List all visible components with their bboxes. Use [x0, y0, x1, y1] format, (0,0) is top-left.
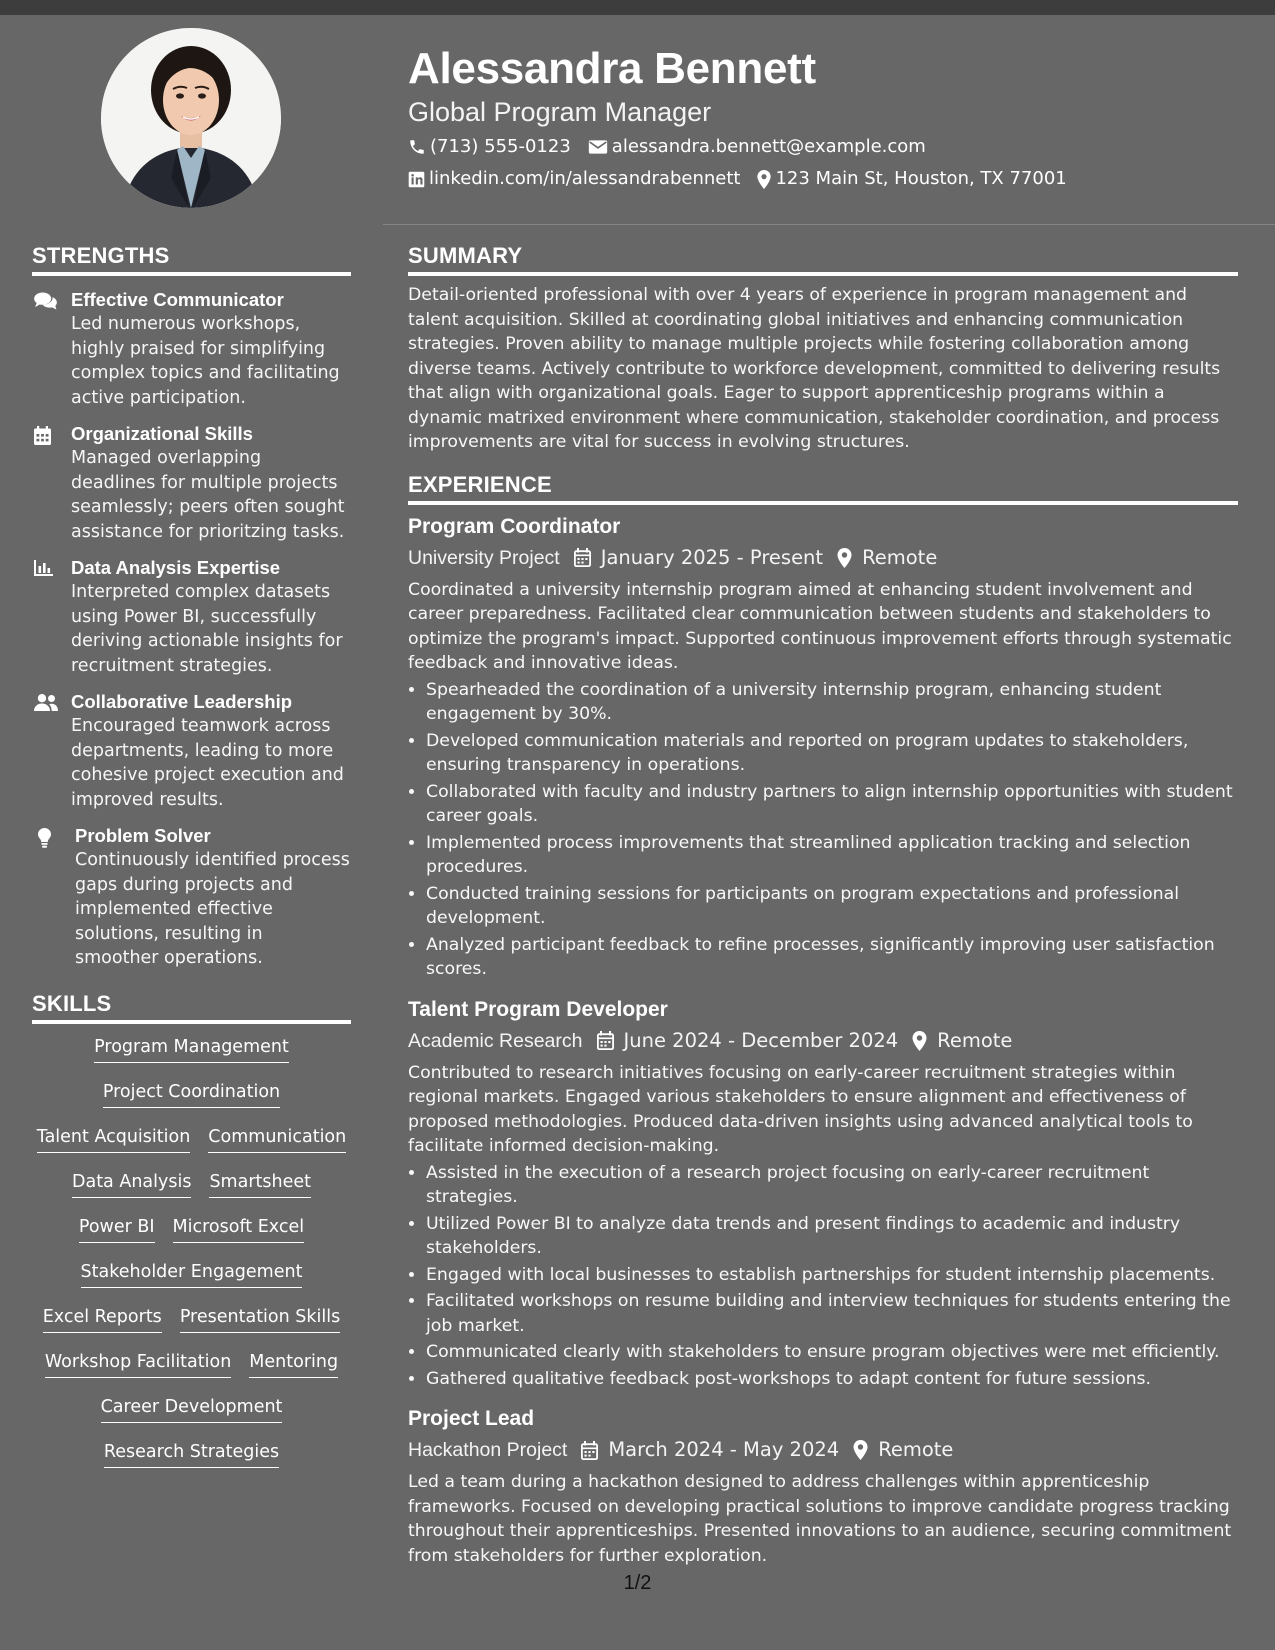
skill-tag: Power BI — [79, 1216, 155, 1243]
top-bar — [0, 0, 1275, 15]
contact-row-1 — [408, 136, 1248, 158]
job-org: Academic Research — [408, 1029, 583, 1052]
job-meta — [408, 1436, 1238, 1464]
skill-tag: Excel Reports — [43, 1306, 162, 1333]
job-entry-title: Program Coordinator — [408, 514, 621, 538]
strength-desc: Continuously identified process gaps during projects and implemented effective solutions, resulting in smoother operations. — [75, 850, 350, 968]
strength-title: Collaborative Leadership — [71, 691, 293, 712]
summary-heading: SUMMARY — [408, 243, 1238, 276]
job-entry — [408, 996, 1238, 1392]
phone-text: (713) 555-0123 — [430, 136, 571, 157]
comments-icon — [34, 292, 57, 310]
skills-heading: SKILLS — [32, 991, 351, 1024]
summary-text: Detail-oriented professional with over 4 years of experience in program management and talent acquisition. Skilled at coordinating global initiatives and enhancing communication strategies. Proven ability to manage multiple projects while fostering collaboration among diverse teams. Actively contribute to workforce development, committed to delivering results that align with organizational goals. Eager to support apprenticeship programs within a dynamic matrixed environment where communication, stakeholder coordination, and process improvements are vital for success in evolving structures. — [408, 285, 1221, 452]
skill-tag: Communication — [208, 1126, 346, 1153]
skill-tag: Presentation Skills — [180, 1306, 340, 1333]
skill-tag: Talent Acquisition — [37, 1126, 191, 1153]
map-marker-icon — [853, 1440, 868, 1460]
job-meta — [408, 544, 1238, 572]
skill-tag: Mentoring — [249, 1351, 338, 1378]
bullet-item: • Spearheaded the coordination of a university internship program, enhancing student engagement by 30%. — [426, 678, 1238, 727]
left-column — [32, 243, 351, 1486]
job-dates: June 2024 - December 2024 — [623, 1028, 899, 1052]
experience-heading: EXPERIENCE — [408, 472, 1238, 505]
skill-tag: Workshop Facilitation — [45, 1351, 231, 1378]
candidate-name: Alessandra Bennett — [408, 44, 816, 93]
linkedin-text: linkedin.com/in/alessandrabennett — [429, 168, 741, 189]
right-column — [408, 243, 1238, 1568]
bullet-item: • Collaborated with faculty and industry partners to align internship opportunities with student career goals. — [426, 780, 1238, 829]
skill-tag: Career Development — [101, 1396, 283, 1423]
bullet-item: • Conducted training sessions for participants on program expectations and professional development. — [426, 882, 1238, 931]
skill-tag: Stakeholder Engagement — [81, 1261, 303, 1288]
strength-item — [32, 288, 351, 410]
calendar-icon — [581, 1441, 598, 1460]
email-text: alessandra.bennett@example.com — [611, 136, 926, 157]
job-dates: January 2025 - Present — [600, 545, 824, 569]
job-description: Led a team during a hackathon designed to address challenges within apprenticeship frameworks. Focused on developing practical solutions to improve candidate progress tracking throughout their apprenticeships. Presented innovations to an audience, securing commitment from stakeholders for further exploration. — [408, 1472, 1232, 1566]
job-meta — [408, 1027, 1238, 1055]
bullet-item: • Developed communication materials and reported on program updates to stakeholders, ensuring transparency in operations. — [426, 729, 1238, 778]
strength-item — [32, 824, 351, 971]
strength-desc: Encouraged teamwork across departments, leading to more cohesive project execution and improved results. — [71, 716, 344, 810]
skill-tag: Project Coordination — [103, 1081, 280, 1108]
calendar-icon — [597, 1031, 614, 1050]
calendar-icon — [34, 426, 51, 445]
profile-photo — [101, 28, 281, 208]
page-number: 1/2 — [623, 1572, 652, 1594]
bar-chart-icon — [34, 560, 53, 576]
job-entry-title: Project Lead — [408, 1407, 535, 1430]
strengths-list — [32, 288, 351, 971]
strength-title: Problem Solver — [75, 825, 211, 846]
strength-title: Organizational Skills — [71, 423, 253, 444]
job-title: Global Program Manager — [408, 97, 712, 127]
bullet-item: • Implemented process improvements that streamlined application tracking and selection procedures. — [426, 831, 1238, 880]
strength-title: Data Analysis Expertise — [71, 557, 281, 578]
address-contact — [757, 168, 1066, 190]
bullet-item: • Engaged with local businesses to establish partnerships for student internship placements. — [426, 1263, 1238, 1288]
phone-icon — [408, 138, 426, 156]
skill-tag: Smartsheet — [209, 1171, 311, 1198]
job-org: University Project — [408, 546, 560, 569]
job-org: Hackathon Project — [408, 1439, 568, 1461]
linkedin-icon — [408, 171, 425, 188]
bullet-item: • Gathered qualitative feedback post-workshops to adapt content for future sessions. — [426, 1367, 1238, 1392]
strength-item — [32, 556, 351, 678]
skill-tag: Data Analysis — [72, 1171, 191, 1198]
header-divider — [383, 224, 1275, 225]
calendar-icon — [574, 548, 591, 567]
bullet-item: • Communicated clearly with stakeholders to ensure program objectives were met efficiently. — [426, 1340, 1238, 1365]
job-entry — [408, 513, 1238, 982]
linkedin-contact[interactable] — [408, 168, 740, 190]
strength-item — [32, 422, 351, 544]
job-description: Contributed to research initiatives focusing on early-career recruitment strategies within regional markets. Engaged various stakeholders to ensure alignment and effectiveness of proposed methodologies. Produced data-driven insights using advanced analytical tools to facilitate informed decision-making. — [408, 1062, 1193, 1156]
job-bullets — [408, 678, 1238, 982]
map-marker-icon — [837, 548, 852, 568]
map-marker-icon — [912, 1031, 927, 1051]
strength-desc: Interpreted complex datasets using Power BI, successfully deriving actionable insights for recruitment strategies. — [71, 582, 343, 676]
strength-desc: Managed overlapping deadlines for multiple projects seamlessly; peers often sought assistance for prioritzing tasks. — [71, 448, 345, 542]
strength-title: Effective Communicator — [71, 289, 284, 310]
job-dates: March 2024 - May 2024 — [608, 1438, 840, 1461]
header — [408, 40, 1248, 190]
job-bullets — [408, 1161, 1238, 1392]
job-location: Remote — [862, 545, 938, 569]
bullet-item: • Utilized Power BI to analyze data trends and present findings to academic and industry stakeholders. — [426, 1212, 1238, 1261]
job-location: Remote — [937, 1028, 1013, 1052]
strength-desc: Led numerous workshops, highly praised for simplifying complex topics and facilitating active participation. — [71, 314, 340, 408]
contact-row-2 — [408, 168, 1248, 190]
envelope-icon — [588, 139, 608, 155]
bullet-item: • Analyzed participant feedback to refine processes, significantly improving user satisfaction scores. — [426, 933, 1238, 982]
lightbulb-icon — [38, 828, 51, 848]
address-text: 123 Main St, Houston, TX 77001 — [775, 168, 1067, 189]
email-contact[interactable] — [588, 136, 926, 158]
strength-item — [32, 690, 351, 812]
skills-list — [32, 1036, 351, 1486]
users-icon — [34, 694, 58, 711]
job-description: Coordinated a university internship program aimed at enhancing student involvement and career preparedness. Facilitated clear communication between students and stakeholders to optimize the program's impact. Supported continuous improvement efforts through systematic feedback and innovative ideas. — [408, 579, 1232, 673]
job-entry — [408, 1405, 1238, 1568]
skill-tag: Program Management — [94, 1036, 289, 1063]
map-marker-icon — [757, 170, 771, 189]
bullet-item: • Facilitated workshops on resume building and interview techniques for students entering the job market. — [426, 1289, 1238, 1338]
phone-contact[interactable] — [408, 136, 571, 158]
job-location: Remote — [878, 1438, 954, 1461]
skill-tag: Research Strategies — [104, 1441, 279, 1468]
skill-tag: Microsoft Excel — [173, 1216, 305, 1243]
job-entry-title: Talent Program Developer — [408, 997, 668, 1021]
strengths-heading: STRENGTHS — [32, 243, 351, 276]
bullet-item: • Assisted in the execution of a research project focusing on early-career recruitment strategies. — [426, 1161, 1238, 1210]
